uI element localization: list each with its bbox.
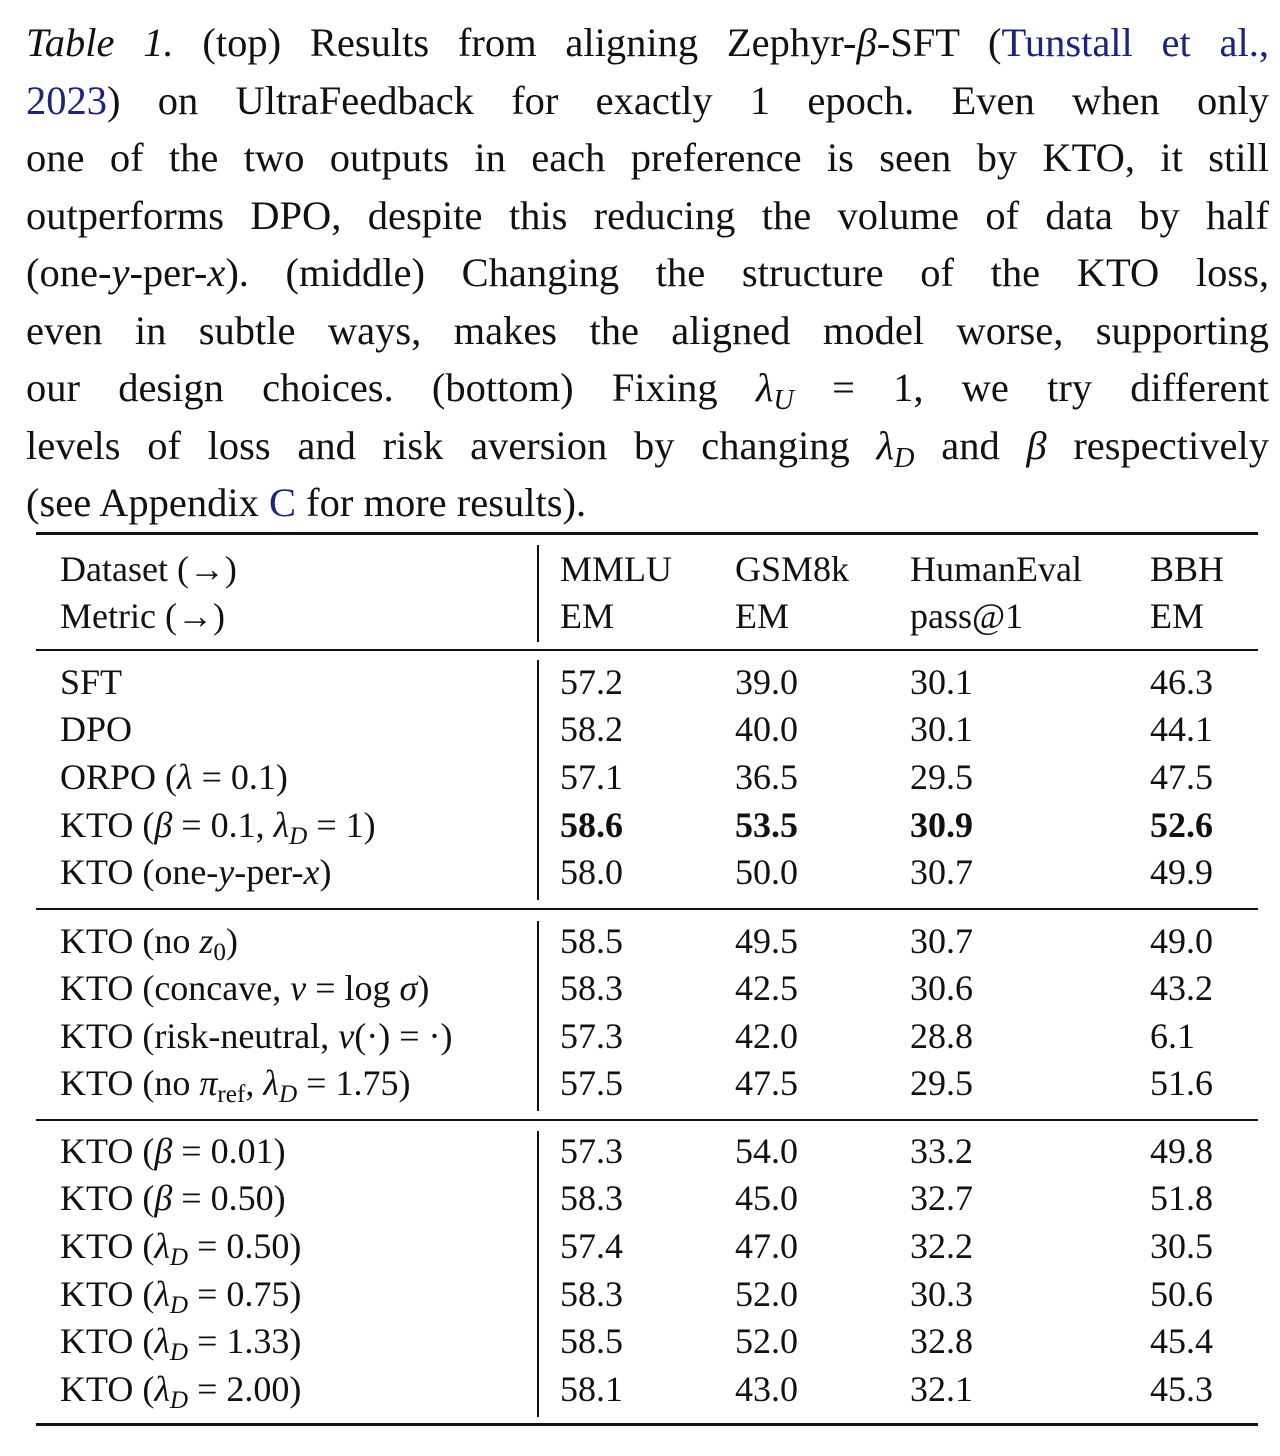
cell-mmlu: 58.2 <box>560 709 623 749</box>
cell-humaneval: 33.2 <box>910 1131 973 1171</box>
citation-link[interactable]: Tunstall et al., <box>1001 20 1270 65</box>
column-header-bbh: BBH <box>1150 549 1225 589</box>
cell-bbh: 6.1 <box>1150 1016 1195 1056</box>
row-label: KTO (no πref, $\lambda_D = 1.75$) <box>60 1063 411 1109</box>
row-label: KTO (concave, v = log σ) <box>60 968 430 1008</box>
row-label: KTO $(\lambda_D = 1.33)$ <box>60 1321 302 1367</box>
cell-mmlu: 58.3 <box>560 1274 623 1314</box>
table-row <box>0 1271 1280 1318</box>
cell-bbh: 45.3 <box>1150 1369 1213 1409</box>
cell-gsm8k: 43.0 <box>735 1369 798 1409</box>
cell-mmlu: 58.0 <box>560 852 623 892</box>
cell-mmlu: 57.3 <box>560 1016 623 1056</box>
cell-gsm8k: 45.0 <box>735 1178 798 1218</box>
row-label: DPO <box>60 709 133 749</box>
appendix-link[interactable]: C <box>268 480 296 525</box>
cell-gsm8k: 54.0 <box>735 1131 798 1171</box>
column-separator <box>537 545 539 642</box>
cell-gsm8k: 53.5 <box>735 805 798 845</box>
cell-bbh: 47.5 <box>1150 757 1213 797</box>
column-header-humaneval: HumanEval <box>910 549 1082 589</box>
column-header-gsm8k: GSM8k <box>735 549 850 589</box>
cell-mmlu: 58.5 <box>560 921 623 961</box>
cell-humaneval: 32.2 <box>910 1226 973 1266</box>
metric-bbh: EM <box>1150 596 1204 636</box>
cell-bbh: 49.0 <box>1150 921 1213 961</box>
cell-gsm8k: 42.0 <box>735 1016 798 1056</box>
table-caption <box>26 14 1269 532</box>
cell-mmlu: 58.5 <box>560 1321 623 1361</box>
metric-mmlu: EM <box>560 596 614 636</box>
cell-mmlu: 57.2 <box>560 662 623 702</box>
cell-bbh: 46.3 <box>1150 662 1213 702</box>
cell-mmlu: 58.3 <box>560 968 623 1008</box>
cell-gsm8k: 39.0 <box>735 662 798 702</box>
cell-humaneval: 30.3 <box>910 1274 973 1314</box>
table-row <box>0 1318 1280 1365</box>
citation-year-link[interactable]: 2023 <box>26 77 107 123</box>
cell-gsm8k: 49.5 <box>735 921 798 961</box>
caption-line-1: Table 1. (top) Results from aligning Zephyr-β-SFT (Tunstall et al., <box>26 20 1270 65</box>
cell-gsm8k: 42.5 <box>735 968 798 1008</box>
metric-header-label: Metric (→) <box>60 596 225 636</box>
cell-bbh: 30.5 <box>1150 1226 1213 1266</box>
caption-line-3: one of the two outputs in each preference is seen by KTO, it still <box>26 135 1269 180</box>
cell-mmlu: 58.6 <box>560 805 623 845</box>
table-row <box>0 754 1280 801</box>
caption-line-9: (see Appendix C for more results). <box>26 480 587 525</box>
table-top-rule <box>36 532 1258 535</box>
cell-gsm8k: 40.0 <box>735 709 798 749</box>
row-label: KTO (risk-neutral, v(·) = ·) <box>60 1016 453 1056</box>
table-label: Table 1. <box>26 20 174 65</box>
table-row <box>0 1013 1280 1060</box>
cell-bbh: 43.2 <box>1150 968 1213 1008</box>
column-header-mmlu: MMLU <box>560 549 673 589</box>
cell-gsm8k: 50.0 <box>735 852 798 892</box>
row-label: KTO $(\lambda_D = 0.50)$ <box>60 1226 302 1272</box>
caption-line-8: levels of loss and risk aversion by changing $\lambda_D$ and β respectively <box>26 422 1269 474</box>
table-row <box>0 1223 1280 1270</box>
table-row <box>0 659 1280 706</box>
cell-humaneval: 29.5 <box>910 1063 973 1103</box>
caption-line-6: even in subtle ways, makes the aligned model worse, supporting <box>26 307 1269 353</box>
row-label: KTO (β = 0.01) <box>60 1131 286 1171</box>
row-label: KTO $(\lambda_D = 2.00)$ <box>60 1369 302 1415</box>
row-label: SFT <box>60 662 123 702</box>
cell-bbh: 51.6 <box>1150 1063 1213 1103</box>
table-row <box>0 918 1280 965</box>
cell-humaneval: 32.1 <box>910 1369 973 1409</box>
row-label: KTO (β = 0.1, $\lambda_D = 1$) <box>60 805 376 851</box>
cell-bbh: 45.4 <box>1150 1321 1213 1361</box>
table-row <box>0 1175 1280 1222</box>
cell-mmlu: 57.3 <box>560 1131 623 1171</box>
cell-bbh: 51.8 <box>1150 1178 1213 1218</box>
cell-humaneval: 29.5 <box>910 757 973 797</box>
cell-bbh: 49.9 <box>1150 852 1213 892</box>
cell-bbh: 52.6 <box>1150 805 1213 845</box>
row-label: ORPO (λ = 0.1) <box>60 757 288 797</box>
cell-humaneval: 30.1 <box>910 709 973 749</box>
header-rule <box>36 649 1258 651</box>
cell-humaneval: 30.6 <box>910 968 973 1008</box>
cell-humaneval: 32.8 <box>910 1321 973 1361</box>
section-rule-1 <box>36 908 1258 910</box>
cell-humaneval: 30.7 <box>910 921 973 961</box>
cell-mmlu: 58.3 <box>560 1178 623 1218</box>
caption-line-7: our design choices. (bottom) Fixing $\lambda_U = 1$, we try different <box>26 365 1269 416</box>
table-row <box>0 1366 1280 1413</box>
table-row <box>0 965 1280 1012</box>
cell-gsm8k: 36.5 <box>735 757 798 797</box>
cell-gsm8k: 52.0 <box>735 1274 798 1314</box>
cell-humaneval: 30.9 <box>910 805 973 845</box>
row-label: KTO (one-y-per-x) <box>60 852 332 892</box>
table-row <box>0 706 1280 753</box>
metric-gsm8k: EM <box>735 596 789 636</box>
table-row <box>0 1128 1280 1175</box>
cell-bbh: 50.6 <box>1150 1274 1213 1314</box>
cell-gsm8k: 47.0 <box>735 1226 798 1266</box>
cell-mmlu: 57.5 <box>560 1063 623 1103</box>
table-row <box>0 802 1280 849</box>
cell-humaneval: 30.7 <box>910 852 973 892</box>
caption-line-4: outperforms DPO, despite this reducing the volume of data by half <box>26 192 1269 238</box>
row-label: KTO $(\lambda_D = 0.75)$ <box>60 1274 302 1320</box>
table-bottom-rule <box>36 1423 1258 1426</box>
section-rule-2 <box>36 1119 1258 1121</box>
cell-humaneval: 30.1 <box>910 662 973 702</box>
row-label: KTO (no z0) <box>60 921 238 967</box>
cell-humaneval: 32.7 <box>910 1178 973 1218</box>
table-row <box>0 1060 1280 1107</box>
table-row <box>0 849 1280 896</box>
cell-mmlu: 58.1 <box>560 1369 623 1409</box>
cell-mmlu: 57.4 <box>560 1226 623 1266</box>
cell-bbh: 44.1 <box>1150 709 1213 749</box>
dataset-header-label: Dataset (→) <box>60 549 237 589</box>
row-label: KTO (β = 0.50) <box>60 1178 286 1218</box>
caption-line-5: (one-y-per-x). (middle) Changing the structure of the KTO loss, <box>26 250 1269 295</box>
caption-line-2: 2023) on UltraFeedback for exactly 1 epoch. Even when only <box>26 77 1269 123</box>
metric-humaneval: pass@1 <box>910 596 1024 636</box>
cell-humaneval: 28.8 <box>910 1016 973 1056</box>
cell-gsm8k: 52.0 <box>735 1321 798 1361</box>
cell-gsm8k: 47.5 <box>735 1063 798 1103</box>
cell-bbh: 49.8 <box>1150 1131 1213 1171</box>
cell-mmlu: 57.1 <box>560 757 623 797</box>
